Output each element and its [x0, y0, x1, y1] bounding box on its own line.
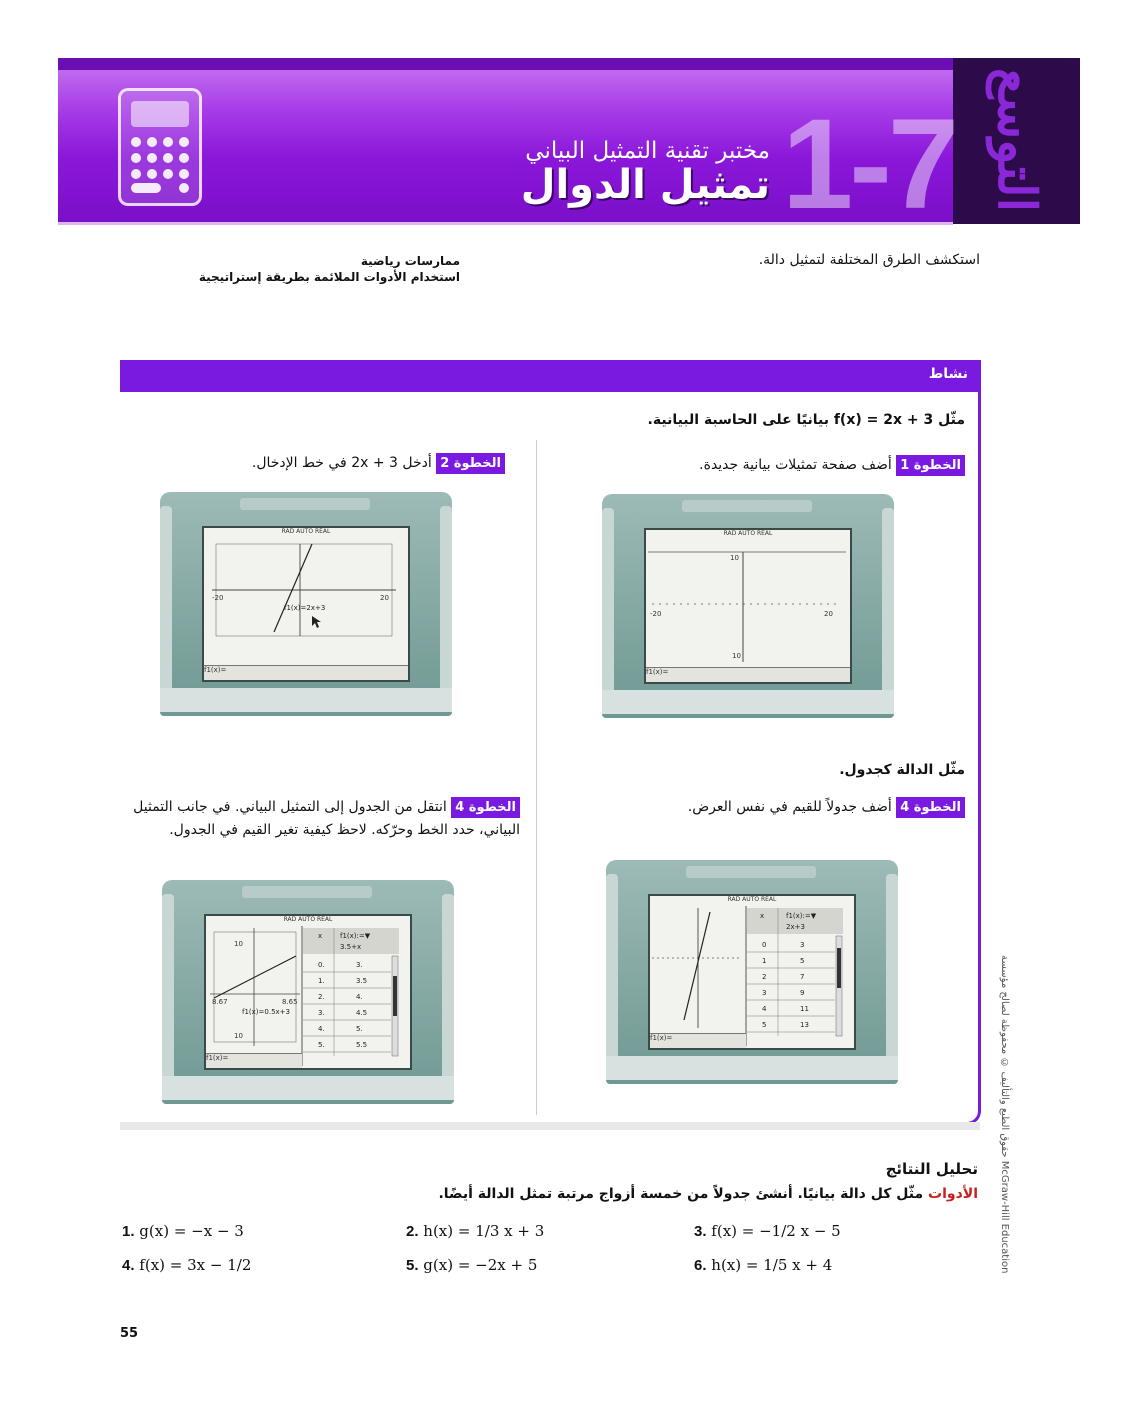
exercise-expr: f(x) = −1/2 x − 5: [711, 1222, 841, 1240]
table-cell-f: 3.: [356, 961, 363, 969]
calculator-icon-key: [163, 169, 173, 179]
cursor-icon: [312, 616, 321, 628]
table-col-f: f1(x):=▼: [786, 912, 817, 920]
x-max-label: 20: [380, 594, 389, 602]
x-min-label: -20: [650, 610, 662, 618]
step-text: أضف جدولاً للقيم في نفس العرض.: [687, 799, 892, 815]
graph-plot: [646, 530, 850, 682]
activity-box-shadow: [120, 1122, 980, 1130]
y-min-label: 10: [732, 652, 741, 660]
table-col-x: x: [318, 932, 323, 940]
analyze-title: تحليل النتائج: [885, 1160, 978, 1178]
calculator-status: RAD AUTO REAL: [727, 896, 777, 903]
table-cell-x: 0: [762, 941, 767, 949]
math-practices-text: استخدام الأدوات الملائمة بطريقة إستراتيجية: [198, 270, 460, 284]
calculator-screen: [204, 914, 412, 1070]
extension-tab-text: التوسع: [986, 67, 1047, 213]
table-cell-x: 1: [762, 957, 767, 965]
exercise-expr: h(x) = 1/5 x + 4: [711, 1256, 833, 1274]
table-cell-f: 13: [800, 1021, 809, 1029]
table-col-x: x: [760, 912, 765, 920]
table-cell-f: 5.5: [356, 1041, 368, 1049]
table-cell-x: 3.: [318, 1009, 325, 1017]
calculator-icon: [118, 88, 202, 206]
function-label: f1(x)=0.5x+3: [242, 1008, 290, 1016]
step-badge: الخطوة 1: [896, 455, 965, 476]
calculator-footer: [602, 690, 894, 714]
step-badge: الخطوة 2: [436, 453, 505, 474]
table-cell-x: 3: [762, 989, 767, 997]
entry-text: f1(x)=: [646, 668, 669, 676]
x-min-label: -20: [212, 594, 224, 602]
exercise-4: [122, 1256, 251, 1274]
step-4: [130, 796, 520, 841]
table-cell-f: 11: [800, 1005, 809, 1013]
y-max-label: 10: [730, 554, 739, 562]
calculator-icon-key: [131, 153, 141, 163]
calculator-graph-table-moved: [162, 880, 454, 1104]
calculator-status: RAD AUTO REAL: [281, 528, 331, 535]
copyright-text: حقوق الطبع والتأليف © محفوظة لصالح مؤسسة McGraw-Hill Education: [999, 955, 1010, 1274]
calculator-icon-key: [131, 169, 141, 179]
graph-plot: [204, 528, 408, 680]
calculator-side: [606, 874, 618, 1080]
calculator-icon-key: [179, 183, 189, 193]
step-text: انتقل من الجدول إلى التمثيل البياني. في جانب التمثيل البياني، حدد الخط وحرّكه. لاحظ كيفية تغير القيم في الجدول.: [133, 799, 520, 838]
calculator-icon-key: [147, 169, 157, 179]
calculator-graph-axes: [602, 494, 894, 718]
function-label: f1(x)=2x+3: [284, 604, 326, 612]
exercise-5: [406, 1256, 537, 1274]
exercise-expr: g(x) = −x − 3: [139, 1222, 244, 1240]
exercise-number: 5.: [406, 1257, 419, 1274]
entry-text: f1(x)=: [206, 1054, 229, 1062]
table-cell-x: 5: [762, 1021, 767, 1029]
split-view: [650, 896, 854, 1048]
calculator-icon-key: [147, 153, 157, 163]
entry-line[interactable]: [646, 667, 850, 682]
instruction-text: مثّل كل دالة بيانيًا. أنشئ جدولاً من خمسة أزواج مرتبة تمثل الدالة أيضًا.: [438, 1186, 924, 1202]
calculator-icon-key: [131, 137, 141, 147]
exercise-expr: g(x) = −2x + 5: [423, 1256, 538, 1274]
function-line: [274, 544, 312, 632]
entry-line[interactable]: [650, 1033, 746, 1048]
x-min-label: 8.67: [212, 998, 228, 1006]
calculator-side: [440, 506, 452, 712]
calculator-icon-key: [179, 153, 189, 163]
table-formula: 3.5+x: [340, 943, 362, 951]
calculator-side: [442, 894, 454, 1100]
exercise-number: 4.: [122, 1257, 135, 1274]
calculator-icon-key: [179, 137, 189, 147]
table-cell-x: 4: [762, 1005, 767, 1013]
step-1: [560, 454, 965, 477]
exercise-6: [694, 1256, 832, 1274]
calculator-footer: [606, 1056, 898, 1080]
entry-text: f1(x)=: [650, 1034, 673, 1042]
function-line: [214, 956, 296, 998]
calculator-slot: [242, 886, 372, 898]
calculator-slot: [240, 498, 370, 510]
exercise-number: 6.: [694, 1257, 707, 1274]
table-cell-f: 9: [800, 989, 805, 997]
column-divider: [536, 440, 537, 1115]
step-text: أدخل 2x + 3 في خط الإدخال.: [251, 455, 432, 471]
calculator-screen: [648, 894, 856, 1050]
calculator-side: [886, 874, 898, 1080]
x-max-label: 8.65: [282, 998, 298, 1006]
table-cell-x: 2.: [318, 993, 325, 1001]
calculator-screen: [202, 526, 410, 682]
exercise-1: [122, 1222, 244, 1240]
function-line: [684, 912, 710, 1020]
x-max-label: 20: [824, 610, 833, 618]
calculator-status: RAD AUTO REAL: [283, 916, 333, 923]
graph-heading: مثّل f(x) = 2x + 3 بيانيًا على الحاسبة البيانية.: [647, 412, 965, 428]
y-max-label: 10: [234, 940, 243, 948]
table-cell-f: 5: [800, 957, 805, 965]
table-scroll-thumb: [837, 948, 841, 988]
calculator-footer: [160, 688, 452, 712]
table-cell-f: 4.5: [356, 1009, 368, 1017]
step-badge: الخطوة 4: [451, 797, 520, 818]
calculator-icon-key: [163, 153, 173, 163]
exercise-expr: f(x) = 3x − 1/2: [139, 1256, 252, 1274]
calculator-graph-table: [606, 860, 898, 1084]
table-cell-x: 1.: [318, 977, 325, 985]
calculator-side: [602, 508, 614, 714]
split-view: [206, 916, 410, 1068]
exercise-number: 3.: [694, 1223, 707, 1240]
calculator-slot: [682, 500, 812, 512]
math-practices-title: ممارسات رياضية: [360, 254, 460, 268]
table-heading: مثّل الدالة كجدول.: [839, 762, 965, 778]
table-cell-f: 4.: [356, 993, 363, 1001]
table-cell-x: 5.: [318, 1041, 325, 1049]
table-cell-f: 3: [800, 941, 805, 949]
graph-window: [214, 932, 296, 1042]
step-badge: الخطوة 4: [896, 797, 965, 818]
table-cell-f: 3.5: [356, 977, 368, 985]
tools-label: الأدوات: [928, 1186, 978, 1202]
table-formula: 2x+3: [786, 923, 805, 931]
table-col-f: f1(x):=▼: [340, 932, 371, 940]
calculator-screen: [644, 528, 852, 684]
lesson-number: 1-7: [782, 93, 955, 236]
step-3: [560, 796, 965, 819]
exercise-number: 1.: [122, 1223, 135, 1240]
lab-title: تمثيل الدوال: [520, 162, 770, 208]
exercise-2: [406, 1222, 544, 1240]
calculator-side: [882, 508, 894, 714]
step-2: [160, 452, 505, 475]
table-scroll-thumb: [393, 976, 397, 1016]
exercise-3: [694, 1222, 841, 1240]
calculator-footer: [162, 1076, 454, 1100]
intro-text: استكشف الطرق المختلفة لتمثيل دالة.: [758, 252, 980, 268]
calculator-icon-key: [147, 137, 157, 147]
page-number: 55: [120, 1326, 139, 1341]
calculator-icon-key: [131, 183, 161, 193]
calculator-status: RAD AUTO REAL: [723, 530, 773, 537]
table-cell-x: 0.: [318, 961, 325, 969]
lab-subtitle: مختبر تقنية التمثيل البياني: [525, 138, 770, 164]
table-cell-f: 7: [800, 973, 805, 981]
table-cell-f: 5.: [356, 1025, 363, 1033]
calculator-icon-key: [179, 169, 189, 179]
calculator-icon-screen: [131, 101, 189, 127]
entry-line[interactable]: [204, 665, 408, 680]
calculator-slot: [686, 866, 816, 878]
entry-text: f1(x)=: [204, 666, 227, 674]
calculator-side: [162, 894, 174, 1100]
table-cell-x: 4.: [318, 1025, 325, 1033]
table-cell-x: 2: [762, 973, 767, 981]
banner-top-strip: [58, 58, 1080, 70]
activity-label: نشاط: [928, 366, 968, 382]
y-min-label: 10: [234, 1032, 243, 1040]
analyze-instruction: [300, 1186, 978, 1202]
activity-header: [120, 360, 981, 392]
exercise-number: 2.: [406, 1223, 419, 1240]
exercise-expr: h(x) = 1/3 x + 3: [423, 1222, 545, 1240]
calculator-icon-key: [163, 137, 173, 147]
step-text: أضف صفحة تمثيلات بيانية جديدة.: [699, 457, 892, 473]
calculator-side: [160, 506, 172, 712]
entry-line[interactable]: [206, 1053, 302, 1068]
calculator-graph-line: [160, 492, 452, 716]
